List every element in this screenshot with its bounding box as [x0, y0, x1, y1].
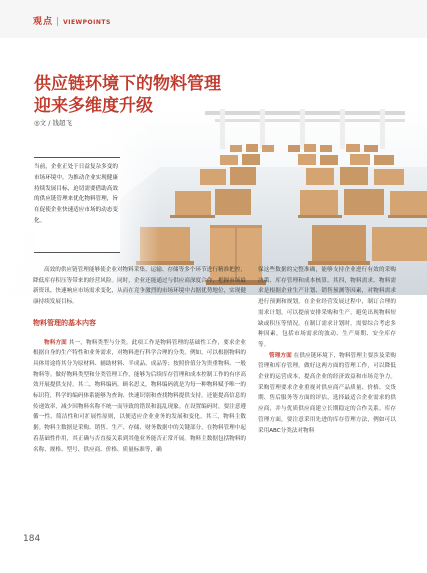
paragraph-1-body: 其一，物料类型与分类。此项工作是物料管理的基础性工作，要求企业根据自身的生产特性和业务需求，对物料进行科学合理的分类。例如，可以根据物料的具体用途将其分为原材料、辅助材料、半成品、成品等；按照价值分为贵重物料、一般物料等。做好物料类型和分类管理工作，能够为后续库存管理和成本控制工作的有序高效开展提供支持。其二，物料编码。顾名思义，物料编码就是为每一种物料赋予唯一的标识符，科学的编码体系能够为查询、快速识别和查找物料提供支持，还能提高信息的传递效率，减少因物料名称不统一而导致的错误和混乱现象。在设置编码时，要注意遵循一性、简洁性和可扩展性原则，以便适应企业业务的发展和变化。其三，物料主数据。物料主数据是采购、销售、生产、存储、财务数据中的关键部分，在物料管理中起着基础性作用，其正确与否直接关系到其他业务能否正常开展。物料主数据包括物料的名称、规格、型号、供应商、价格、质量标准等，确 [33, 339, 246, 453]
section-heading: 物料管理的基本内容 [33, 318, 96, 327]
body-paragraph-1 [33, 338, 246, 456]
paragraph-2-lead: 管理方面 [269, 352, 292, 359]
article-title-line1: 供应链环境下的物料管理 [34, 74, 221, 94]
body-paragraph-1-cont: 保这些数据的完整准确，能够支持企业进行有效的采购决策、库存管理和成本核算。其四，物料需求。物料需求是根据企业生产计划、销售预测等因素，对物料需求进行预测和规划。在企业经营发展过程中，制订合理的需求计划，可以提前安排采购和生产，避免出现物料短缺或积压等情况。在制订需求计划时，需要综合考虑多种因素，包括市场需求的波动、生产周期、安全库存等。 [258, 267, 396, 348]
body-paragraph-2 [258, 351, 396, 437]
paragraph-2-body: 在供应链环境下，物料管理主要涉及采购管理和库存管理。做好这两方面的管理工作，可以降低企业的运营成本，提高企业的经济效益和市场竞争力。采购管理要求企业重视对供应商产品质量、价格、交货期、售后服务等方面的评估，选择最适合企业需求的供应商，并与优质供应商建立长期稳定的合作关系。库存管理方面，要注意采用先进的库存管理方法，例如可以采用ABC分类法对物料 [258, 352, 396, 434]
intro-paragraph: 高效的供应链管理能够使企业对物料采集、运输、存储等多个环节进行精准把控，降低库存积压等带来的经营风险。同时，企业还能通过与供应商深度合作，把握市场最新资讯、快速响应市场需求变化，从而在竞争激烈的市场环境中占据优势地位，实现健康持续发展目标。 [33, 267, 246, 306]
paragraph-1-lead: 物料方面 [44, 339, 67, 346]
section-label-en: VIEWPOINTS [63, 19, 111, 26]
article-title [34, 73, 274, 117]
right-column [258, 265, 396, 521]
left-column [33, 265, 246, 521]
section-label [33, 14, 111, 27]
page-number: 184 [23, 534, 41, 544]
article-title-line2: 迎来多维度升级 [34, 96, 153, 116]
section-label-cn: 观点 [33, 17, 54, 27]
summary-box: 当前，企业正处于日益复杂多变的市场环境中。为推动企业实现健康持续发展目标，迫切需要借助高效的供应链管理来优化物料管理，旨在促使企业快速适应市场的动态变化。 [34, 157, 120, 253]
byline: ◎文 / 钱超飞 [34, 119, 72, 127]
section-separator: | [56, 17, 61, 27]
